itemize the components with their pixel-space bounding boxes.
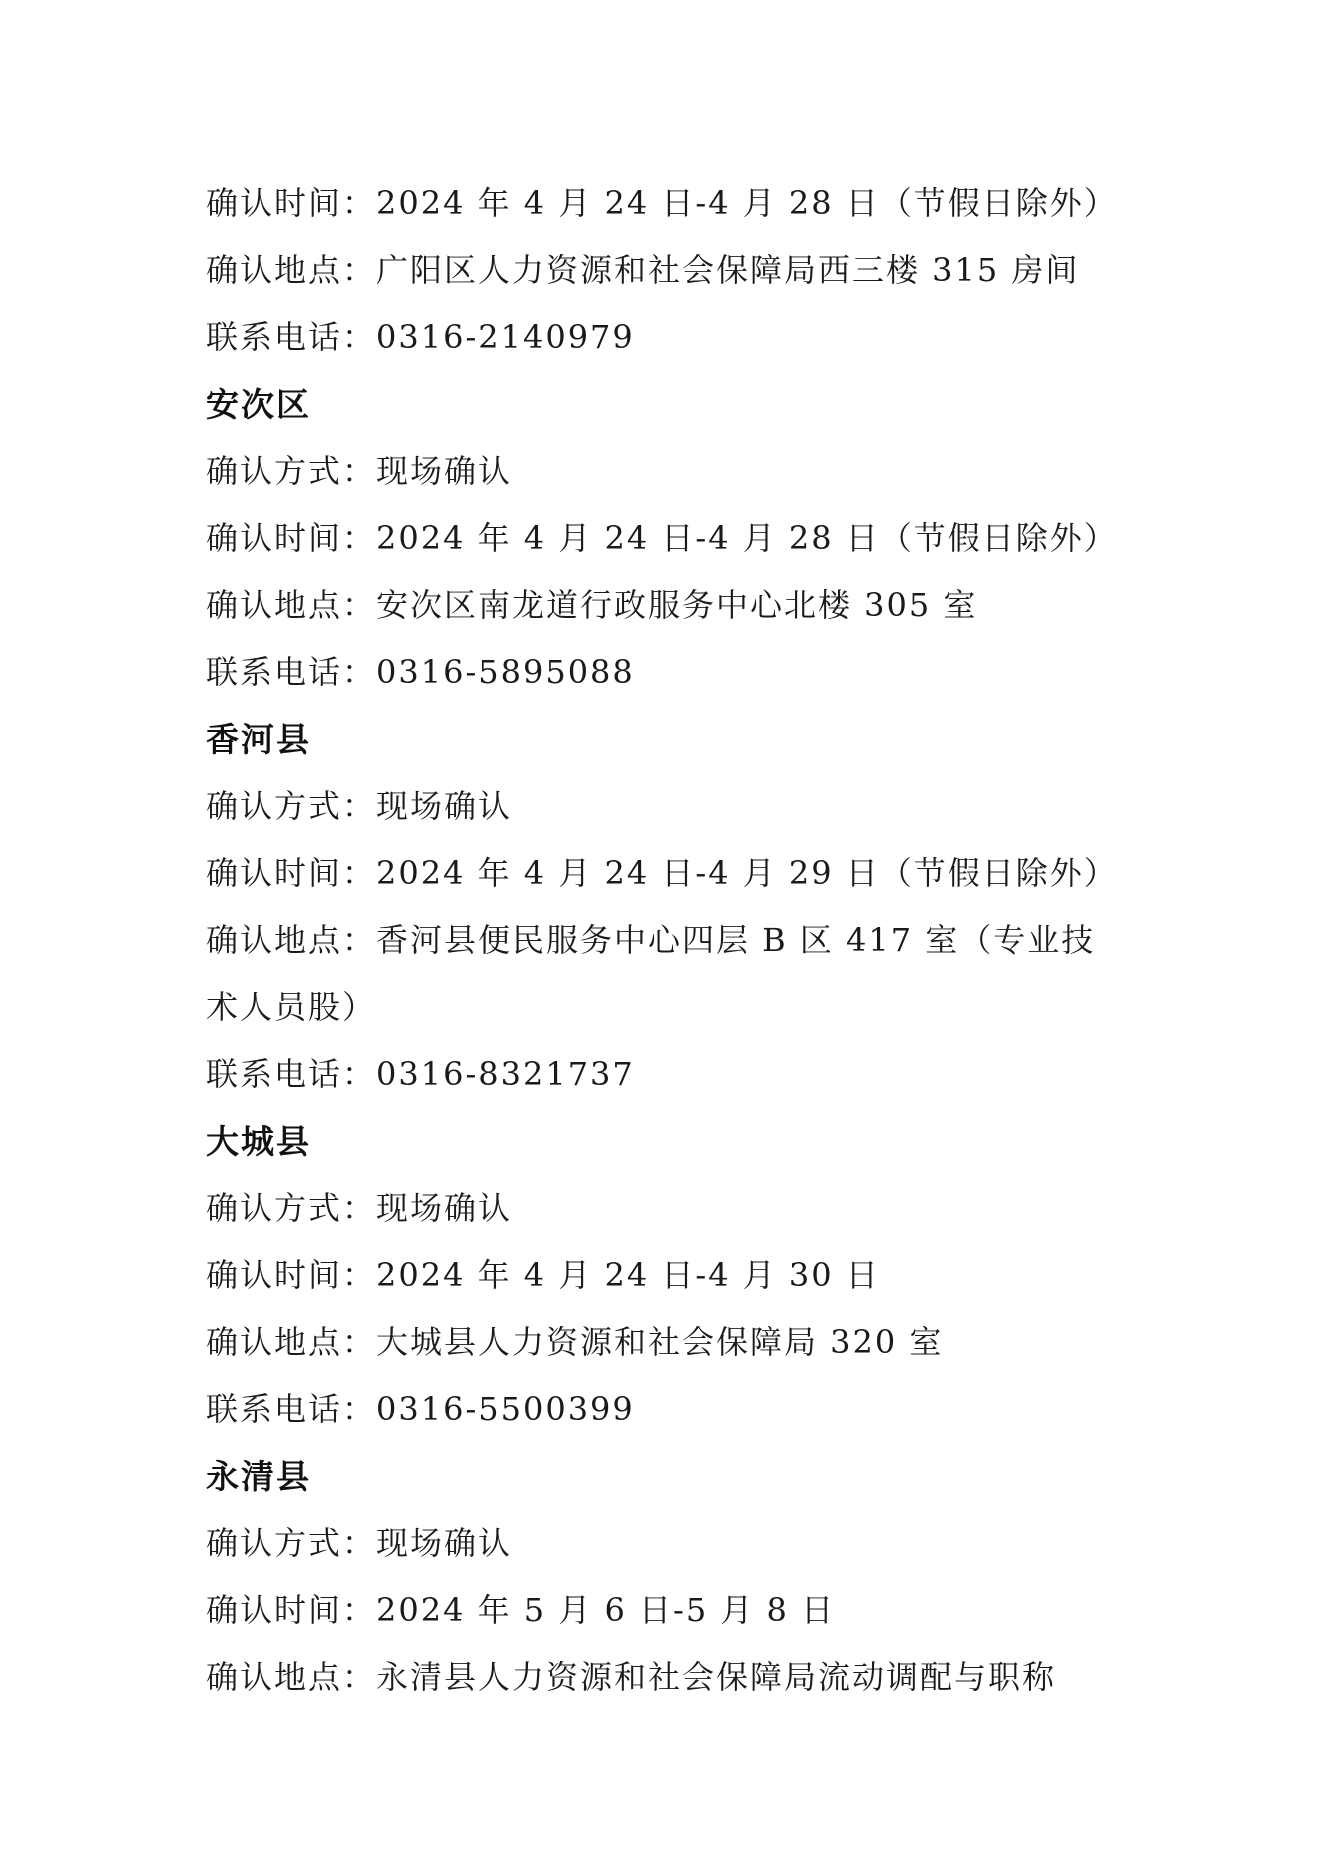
- confirm-time-line: 确认时间：2024 年 4 月 24 日-4 月 28 日（节假日除外）: [206, 519, 1118, 557]
- confirm-time-line: 确认时间：2024 年 4 月 24 日-4 月 28 日（节假日除外）: [206, 184, 1118, 222]
- confirm-location-line: 确认地点：广阳区人力资源和社会保障局西三楼 315 房间: [206, 251, 1080, 289]
- contact-phone-line: 联系电话：0316-5500399: [206, 1390, 635, 1428]
- confirm-time-line: 确认时间：2024 年 5 月 6 日-5 月 8 日: [206, 1591, 836, 1629]
- contact-phone-line: 联系电话：0316-5895088: [206, 653, 635, 691]
- confirm-method-line: 确认方式：现场确认: [206, 452, 513, 490]
- district-heading-dacheng: 大城县: [206, 1122, 311, 1161]
- confirm-location-line-continued: 术人员股）: [206, 988, 377, 1026]
- confirm-time-line: 确认时间：2024 年 4 月 24 日-4 月 29 日（节假日除外）: [206, 854, 1118, 892]
- confirm-location-line: 确认地点：香河县便民服务中心四层 B 区 417 室（专业技: [206, 921, 1096, 959]
- confirm-method-line: 确认方式：现场确认: [206, 1189, 513, 1227]
- confirm-location-line: 确认地点：大城县人力资源和社会保障局 320 室: [206, 1323, 944, 1361]
- confirm-method-line: 确认方式：现场确认: [206, 1524, 513, 1562]
- contact-phone-line: 联系电话：0316-8321737: [206, 1055, 635, 1093]
- district-heading-yongqing: 永清县: [206, 1457, 311, 1496]
- confirm-location-line: 确认地点：安次区南龙道行政服务中心北楼 305 室: [206, 586, 978, 624]
- document-body: [206, 170, 1118, 1711]
- contact-phone-line: 联系电话：0316-2140979: [206, 318, 635, 356]
- confirm-method-line: 确认方式：现场确认: [206, 787, 513, 825]
- confirm-location-line: 确认地点：永清县人力资源和社会保障局流动调配与职称: [206, 1658, 1057, 1696]
- district-heading-anci: 安次区: [206, 385, 311, 424]
- district-heading-xianghe: 香河县: [206, 720, 311, 759]
- confirm-time-line: 确认时间：2024 年 4 月 24 日-4 月 30 日: [206, 1256, 880, 1294]
